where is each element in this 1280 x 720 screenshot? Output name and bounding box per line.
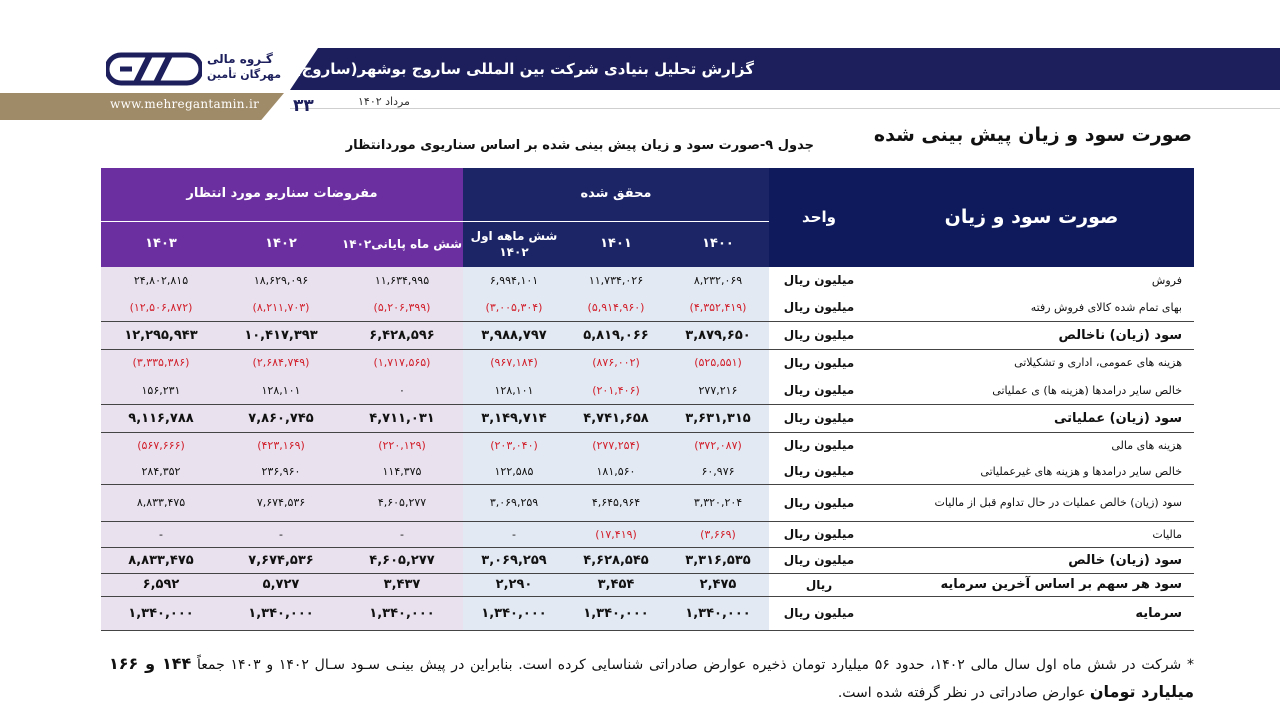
company-logo-icon <box>106 52 202 86</box>
table-row-label: خالص سایر درامدها و هزینه های غیرعملیاتی <box>980 464 1182 478</box>
footnote-text: * شرکت در شش ماه اول سال مالی ۱۴۰۲، حدود ۵۶ میلیارد تومان ذخیره عوارض صادراتی شناسایی کرده است. بنابراین در پیش بینـی سـود سـال ۱۴۰۲ و ۱۴۰۳ جمعاً <box>197 657 1194 673</box>
row-divider <box>101 596 1194 597</box>
table-cell-unit: میلیون ریال <box>783 411 855 425</box>
table-cell-c1402: ۵,۷۲۷ <box>262 577 300 592</box>
table-cell-c1403: (۵۶۷,۶۶۶) <box>137 438 185 452</box>
table-cell-c1402: ۲۳۶,۹۶۰ <box>261 464 301 478</box>
table-cell-h2: (۲۲۰,۱۲۹) <box>378 438 426 452</box>
table-cell-h2: ۴,۶۰۵,۲۷۷ <box>377 496 427 509</box>
table-row <box>101 404 1194 432</box>
table-cell-h2: ۰ <box>399 383 405 397</box>
table-row <box>101 596 1194 630</box>
table-cell-c1400: ۲۷۷,۲۱۶ <box>698 383 738 397</box>
table-cell-c1402: ۷,۶۷۴,۵۳۶ <box>248 552 314 568</box>
table-cell-h2: ۱۱,۶۳۴,۹۹۵ <box>374 273 430 287</box>
table-cell-c1401: ۱,۳۴۰,۰۰۰ <box>583 605 649 621</box>
table-cell-c1403: ۱۲,۲۹۵,۹۴۳ <box>124 327 198 343</box>
table-cell-h1: ۳,۰۶۹,۲۵۹ <box>481 552 547 568</box>
table-cell-h1: (۹۶۷,۱۸۴) <box>490 356 538 369</box>
row-divider <box>101 521 1194 522</box>
row-divider <box>101 321 1194 322</box>
col-header-h2-1402: شش ماه پایانی۱۴۰۲ <box>341 236 463 251</box>
table-row-label: فروش <box>1151 273 1182 287</box>
row-divider <box>101 573 1194 574</box>
table-cell-h1: ۱۲۸,۱۰۱ <box>494 383 534 397</box>
table-cell-c1402: ۱,۳۴۰,۰۰۰ <box>248 605 314 621</box>
table-cell-c1401: ۵,۸۱۹,۰۶۶ <box>583 327 649 343</box>
table-cell-c1402: ۷,۸۶۰,۷۴۵ <box>248 410 314 426</box>
table-cell-c1402: ۷,۶۷۴,۵۳۶ <box>256 496 306 509</box>
table-cell-h2: ۴,۷۱۱,۰۳۱ <box>369 410 435 426</box>
table-cell-unit: میلیون ریال <box>783 355 855 370</box>
table-cell-c1400: ۶۰,۹۷۶ <box>701 464 735 478</box>
table-row-label: سود (زیان) عملیاتی <box>1053 410 1182 426</box>
table-cell-unit: میلیون ریال <box>783 383 855 397</box>
table-cell-unit: ریال <box>805 577 833 592</box>
row-divider <box>101 630 1194 631</box>
table-cell-c1403: ۶,۵۹۲ <box>142 577 180 592</box>
table-cell-c1401: (۸۷۶,۰۰۲) <box>592 356 640 369</box>
table-cell-h2: ۳,۴۳۷ <box>383 577 421 592</box>
scenario-header: مفروضات سناریو مورد انتظار <box>186 186 378 202</box>
table-cell-c1403: ۹,۱۱۶,۷۸۸ <box>128 410 194 426</box>
table-cell-h1: - <box>512 527 516 541</box>
section-title: صورت سود و زیان پیش بینی شده <box>873 124 1192 146</box>
col-header-1403: ۱۴۰۳ <box>145 236 177 252</box>
table-cell-h1: ۱۲۲,۵۸۵ <box>494 464 534 478</box>
table-cell-c1401: (۱۷,۴۱۹) <box>595 527 637 541</box>
table-cell-c1400: ۳,۶۳۱,۳۱۵ <box>685 410 751 426</box>
logo-subtext: مهرگان تأمین <box>207 68 282 81</box>
table-cell-c1403: - <box>159 527 163 541</box>
report-date: مرداد ۱۴۰۲ <box>358 95 410 108</box>
table-cell-c1401: ۴,۶۲۸,۵۴۵ <box>583 552 649 568</box>
table-cell-h1: ۶,۹۹۴,۱۰۱ <box>489 273 539 287</box>
table-cell-h2: ۱,۳۴۰,۰۰۰ <box>369 605 435 621</box>
table-cell-c1400: ۳,۸۷۹,۶۵۰ <box>685 327 751 343</box>
income-statement-table <box>101 168 1194 630</box>
table-cell-h2: ۱۱۴,۳۷۵ <box>382 464 422 478</box>
table-cell-c1402: (۸,۲۱۱,۷۰۳) <box>252 300 310 314</box>
table-cell-c1403: (۳,۳۳۵,۳۸۶) <box>132 356 190 369</box>
row-divider <box>101 404 1194 405</box>
table-cell-h2: (۵,۲۰۶,۳۹۹) <box>373 300 431 314</box>
table-row <box>101 547 1194 573</box>
table-cell-c1403: ۱۵۶,۲۳۱ <box>141 383 181 397</box>
table-cell-c1401: ۱۸۱,۵۶۰ <box>596 464 636 478</box>
table-row-label: سرمایه <box>1135 605 1182 621</box>
table-row <box>101 458 1194 484</box>
unit-header: واحد <box>802 207 836 226</box>
table-row <box>101 293 1194 321</box>
table-cell-unit: میلیون ریال <box>783 328 855 342</box>
row-divider <box>101 432 1194 433</box>
table-cell-unit: میلیون ریال <box>783 495 855 510</box>
table-cell-h1: ۳,۹۸۸,۷۹۷ <box>481 327 547 343</box>
table-row <box>101 484 1194 521</box>
table-row-label: هزینه های مالی <box>1111 438 1182 452</box>
table-row-label: سود هر سهم بر اساس آخرین سرمایه <box>940 577 1182 592</box>
realized-header: محقق شده <box>580 186 652 202</box>
table-cell-c1401: (۲۷۷,۲۵۴) <box>592 438 640 452</box>
table-cell-unit: میلیون ریال <box>783 273 855 287</box>
table-cell-c1401: (۲۰۱,۴۰۶) <box>592 383 640 397</box>
table-cell-c1403: ۸,۸۳۳,۴۷۵ <box>128 552 194 568</box>
table-row <box>101 376 1194 404</box>
footnote-highlight: ۱۴۴ و ۱۶۶ میلیارد تومان <box>109 654 1194 701</box>
table-cell-c1401: ۴,۶۴۵,۹۶۴ <box>591 496 641 509</box>
col-header-1402: ۱۴۰۲ <box>265 236 297 252</box>
table-row <box>101 432 1194 458</box>
table-cell-h1: ۳,۰۶۹,۲۵۹ <box>489 496 539 509</box>
table-cell-c1400: ۳,۳۲۰,۲۰۴ <box>693 496 743 509</box>
col-header-1400: ۱۴۰۰ <box>702 236 734 252</box>
table-cell-c1401: (۵,۹۱۴,۹۶۰) <box>587 300 645 314</box>
table-cell-unit: میلیون ریال <box>783 606 855 620</box>
table-cell-c1400: ۱,۳۴۰,۰۰۰ <box>685 605 751 621</box>
table-row-label: مالیات <box>1152 527 1182 541</box>
table-row-label: سود (زیان) خالص عملیات در حال تداوم قبل از مالیات <box>934 496 1182 509</box>
table-cell-c1400: (۳۷۲,۰۸۷) <box>694 438 742 452</box>
table-cell-c1403: ۲۸۴,۳۵۲ <box>141 464 181 478</box>
footnote-text-end: عوارض صادراتی در نظر گرفته شده است. <box>837 685 1086 701</box>
table-cell-unit: میلیون ریال <box>783 527 855 541</box>
table-cell-c1400: (۳,۶۶۹) <box>700 527 736 541</box>
table-cell-h1: ۳,۱۴۹,۷۱۴ <box>481 410 547 426</box>
table-cell-c1400: (۵۲۵,۵۵۱) <box>694 356 742 369</box>
table-cell-c1402: - <box>279 527 283 541</box>
table-cell-unit: میلیون ریال <box>783 464 855 478</box>
table-cell-c1401: ۳,۴۵۴ <box>597 577 635 592</box>
statement-header: صورت سود و زیان <box>944 206 1119 229</box>
footnote <box>109 650 1194 706</box>
table-row-label: بهای تمام شده کالای فروش رفته <box>1030 300 1182 314</box>
table-cell-h2: ۴,۶۰۵,۲۷۷ <box>369 552 435 568</box>
table-cell-h1: ۲,۲۹۰ <box>495 577 533 592</box>
table-row-label: هزینه های عمومی، اداری و تشکیلاتی <box>1014 356 1182 369</box>
table-cell-c1401: ۴,۷۴۱,۶۵۸ <box>583 410 649 426</box>
table-cell-h1: (۳,۰۰۵,۳۰۴) <box>485 300 543 314</box>
table-row-label: سود (زیان) ناخالص <box>1058 327 1182 343</box>
table-cell-c1402: ۱۲۸,۱۰۱ <box>261 383 301 397</box>
table-cell-c1400: ۸,۲۳۲,۰۶۹ <box>693 273 743 287</box>
table-cell-c1402: (۴۲۳,۱۶۹) <box>257 438 305 452</box>
table-cell-c1400: ۳,۳۱۶,۵۳۵ <box>685 552 751 568</box>
table-cell-h1: (۲۰۳,۰۴۰) <box>490 438 538 452</box>
table-row <box>101 573 1194 596</box>
table-row <box>101 267 1194 293</box>
table-caption: جدول ۹-صورت سود و زیان پیش بینی شده بر اساس سناریوی موردانتظار <box>345 138 814 153</box>
table-row <box>101 521 1194 547</box>
table-cell-h2: ۶,۴۲۸,۵۹۶ <box>369 327 435 343</box>
table-cell-c1400: ۲,۴۷۵ <box>699 577 737 592</box>
table-cell-c1403: ۲۴,۸۰۲,۸۱۵ <box>133 273 189 287</box>
col-header-h1-1402: شش ماهه اول ۱۴۰۲ <box>470 228 558 259</box>
table-cell-c1403: ۱,۳۴۰,۰۰۰ <box>128 605 194 621</box>
logo-text: گـروه مالی <box>207 52 273 66</box>
report-title: گزارش تحلیل بنیادی شرکت بین المللی ساروج بوشهر(ساروج) <box>294 60 754 78</box>
table-cell-h2: (۱,۷۱۷,۵۶۵) <box>373 356 431 369</box>
table-cell-c1403: (۱۲,۵۰۶,۸۷۲) <box>129 300 193 314</box>
table-cell-c1402: ۱۰,۴۱۷,۳۹۳ <box>244 327 318 343</box>
table-cell-h1: ۱,۳۴۰,۰۰۰ <box>481 605 547 621</box>
table-cell-h2: - <box>400 527 404 541</box>
table-row-label: سود (زیان) خالص <box>1068 552 1182 568</box>
table-cell-c1402: ۱۸,۶۲۹,۰۹۶ <box>253 273 309 287</box>
table-cell-c1402: (۲,۶۸۴,۷۴۹) <box>252 356 310 369</box>
table-cell-unit: میلیون ریال <box>783 300 855 314</box>
page-number: ۳۳ <box>293 96 314 116</box>
table-cell-unit: میلیون ریال <box>783 553 855 567</box>
row-divider <box>101 484 1194 485</box>
row-divider <box>101 349 1194 350</box>
table-cell-c1400: (۴,۳۵۲,۴۱۹) <box>689 300 747 314</box>
row-divider <box>101 547 1194 548</box>
table-cell-unit: میلیون ریال <box>783 438 855 452</box>
table-cell-c1401: ۱۱,۷۳۴,۰۲۶ <box>588 273 644 287</box>
table-row-label: خالص سایر درامدها (هزینه ها) ی عملیاتی <box>992 383 1182 397</box>
table-row <box>101 321 1194 349</box>
header-divider <box>290 108 1280 109</box>
table-cell-c1403: ۸,۸۳۳,۴۷۵ <box>136 496 186 509</box>
website-url[interactable]: www.mehregantamin.ir <box>110 97 260 111</box>
col-header-1401: ۱۴۰۱ <box>600 236 632 252</box>
table-row <box>101 349 1194 376</box>
